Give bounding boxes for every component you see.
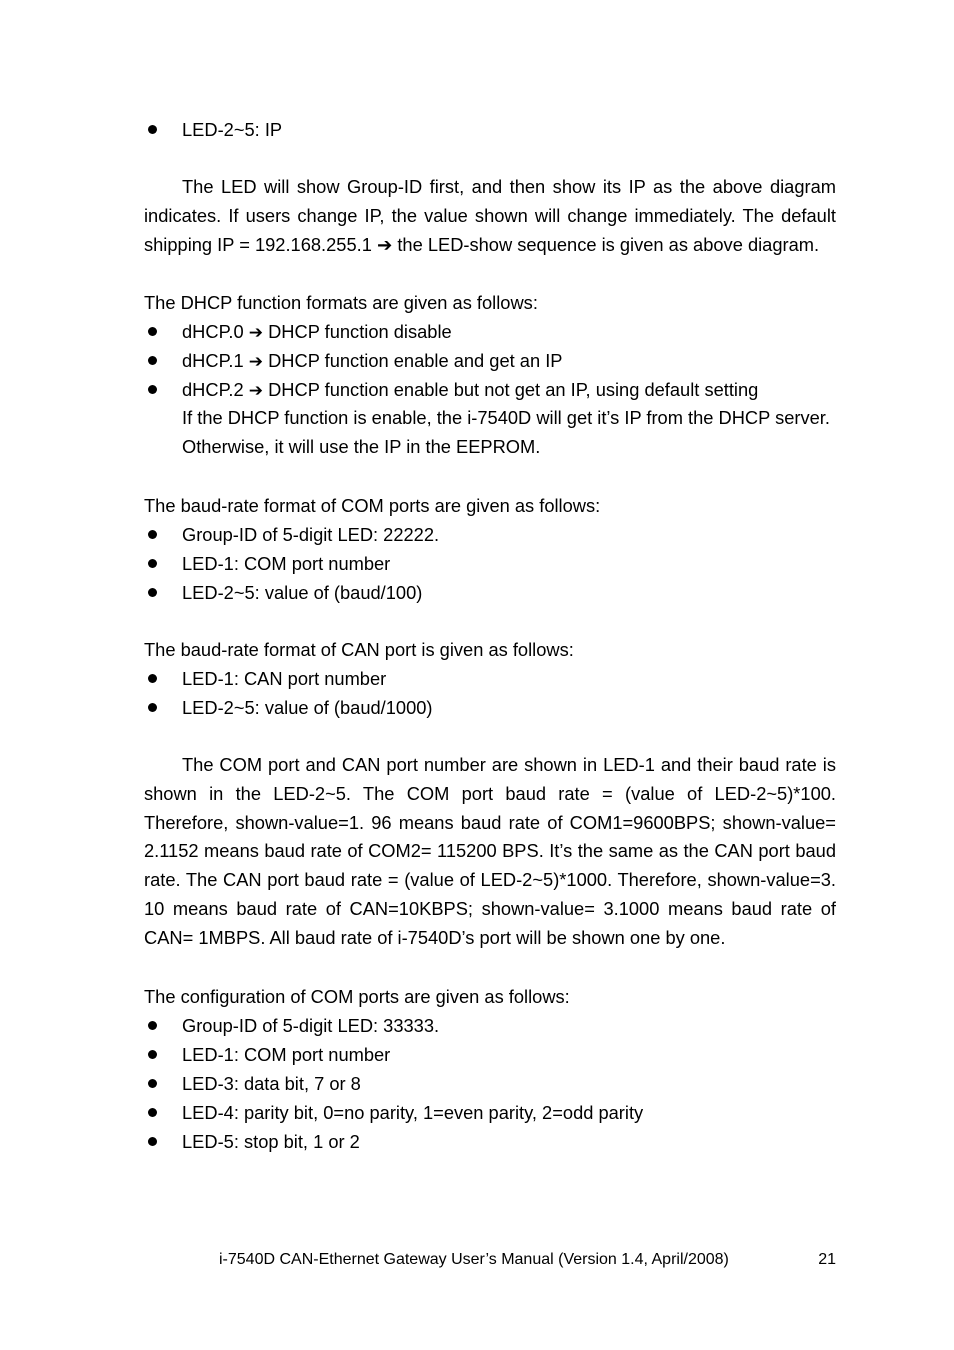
list-item: dHCP.1 ➔ DHCP function enable and get an IP: [144, 346, 836, 375]
bullet-icon: [148, 327, 157, 336]
bullet-icon: [148, 1137, 157, 1146]
bullet-icon: [148, 559, 157, 568]
list-item: LED-2~5: value of (baud/1000): [144, 693, 836, 722]
list-item: Group-ID of 5-digit LED: 22222.: [144, 520, 836, 549]
bullet-icon: [148, 385, 157, 394]
list-item: LED-1: COM port number: [144, 549, 836, 578]
arrow-right-icon: ➔: [248, 381, 263, 402]
list-item: LED-1: CAN port number: [144, 664, 836, 693]
bullet-icon: [148, 530, 157, 539]
bullet-icon: [148, 703, 157, 712]
bullet-icon: [148, 1050, 157, 1059]
footer-title: i-7540D CAN-Ethernet Gateway User’s Manual (Version 1.4, April/2008): [219, 1251, 729, 1268]
bullet-icon: [148, 1021, 157, 1030]
com-config-lead: The configuration of COM ports are given as follows:: [144, 985, 570, 1007]
bullet-icon: [148, 125, 157, 134]
list-item: Group-ID of 5-digit LED: 33333.: [144, 1011, 836, 1040]
bullet-icon: [148, 1108, 157, 1117]
dhcp-note: If the DHCP function is enable, the i-7540D will get it’s IP from the DHCP server. Otherwise, it will use the IP in the EEPROM.: [182, 407, 830, 458]
arrow-right-icon: ➔: [248, 352, 263, 373]
bullet-icon: [148, 588, 157, 597]
list-item: dHCP.0 ➔ DHCP function disable: [144, 317, 836, 346]
bullet-icon: [148, 1079, 157, 1088]
page-body: [144, 115, 836, 1156]
list-item: LED-4: parity bit, 0=no parity, 1=even parity, 2=odd parity: [144, 1098, 836, 1127]
can-baud-lead: The baud-rate format of CAN port is given as follows:: [144, 638, 574, 660]
list-item: LED-2~5: value of (baud/100): [144, 578, 836, 607]
page-footer: [219, 1249, 836, 1271]
list-item: LED-5: stop bit, 1 or 2: [144, 1127, 836, 1156]
bullet-icon: [148, 356, 157, 365]
arrow-right-icon: ➔: [248, 323, 263, 344]
list-item: LED-1: COM port number: [144, 1040, 836, 1069]
list-item: LED-2~5: IP: [144, 115, 836, 144]
bullet-icon: [148, 674, 157, 683]
page-number: 21: [818, 1251, 836, 1268]
dhcp-lead: The DHCP function formats are given as follows:: [144, 292, 538, 314]
list-item: LED-3: data bit, 7 or 8: [144, 1069, 836, 1098]
list-item: dHCP.2 ➔ DHCP function enable but not get an IP, using default setting: [144, 375, 836, 404]
com-baud-lead: The baud-rate format of COM ports are given as follows:: [144, 494, 601, 516]
ip-paragraph: The LED will show Group-ID first, and then show its IP as the above diagram indicates. If users change IP, the value shown will change immediately. The default shipping IP = 192.168.255.1 ➔ the LED-show sequence is given as above diagram.: [144, 176, 836, 255]
baud-paragraph: The COM port and CAN port number are shown in LED-1 and their baud rate is shown in the LED-2~5. The COM port baud rate = (value of LED-2~5)*100. Therefore, shown-value=1. 96 means baud rate of COM1=9600BPS; shown-value= 2.1152 means baud rate of COM2= 115200 BPS. It’s the same as the CAN port baud rate. The CAN port baud rate = (value of LED-2~5)*1000. Therefore, shown-value=3. 10 means baud rate of CAN=10KBPS; shown-value= 3.1000 means baud rate of CAN= 1MBPS. All baud rate of i-7540D’s port will be shown one by one.: [144, 753, 836, 948]
